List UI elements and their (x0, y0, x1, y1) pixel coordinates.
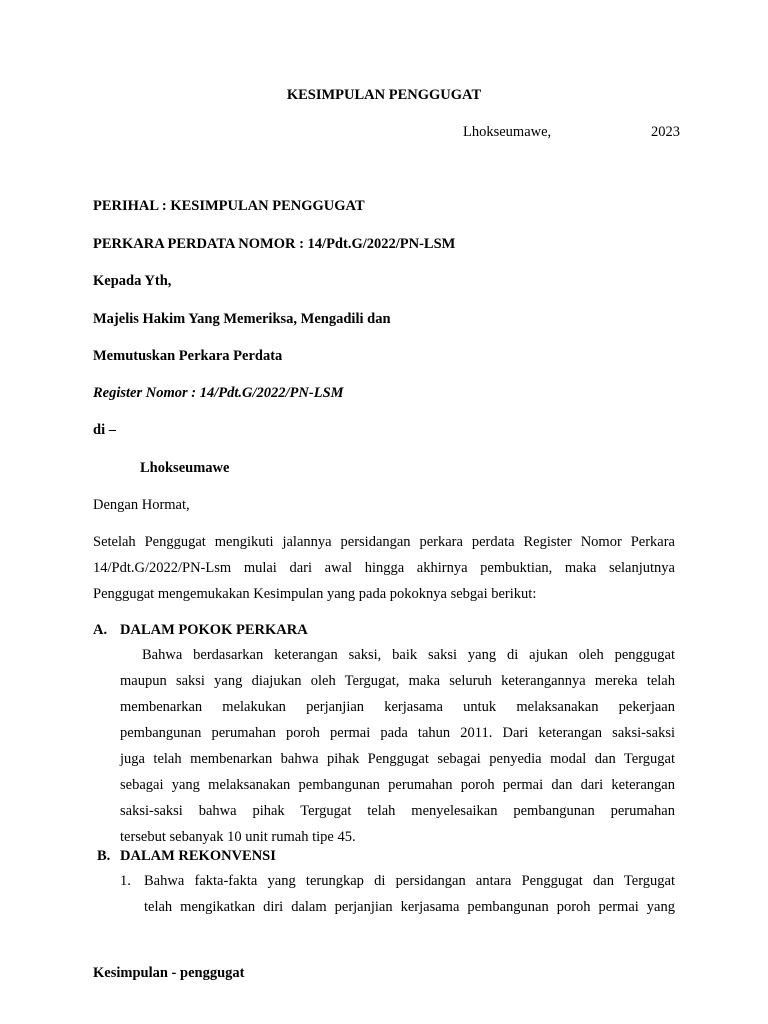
section-a-line: tersebut sebanyak 10 unit rumah tipe 45. (120, 829, 356, 845)
register-line: Register Nomor : 14/Pdt.G/2022/PN-LSM (93, 385, 344, 401)
section-a-heading: DALAM POKOK PERKARA (120, 622, 308, 638)
section-a-line: juga telah membenarkan bahwa pihak Penggugat sebagai penyedia modal dan Tergugat (120, 751, 675, 767)
section-a-line: pembangunan perumahan poroh permai pada tahun 2011. Dari keterangan saksi-saksi (120, 725, 675, 741)
perkara-line: PERKARA PERDATA NOMOR : 14/Pdt.G/2022/PN-LSM (93, 236, 456, 252)
section-a-paragraph (120, 642, 675, 850)
item-number: 1. (120, 873, 131, 889)
section-a-line: membenarkan melakukan perjanjian kerjasama untuk melaksanakan pekerjaan (120, 699, 675, 715)
lokasi-line: Lhokseumawe (140, 460, 230, 476)
kepada-line: Kepada Yth, (93, 273, 172, 289)
section-b-line: telah mengikatkan diri dalam perjanjian kerjasama pembangunan poroh permai yang (144, 899, 675, 915)
intro-line: 14/Pdt.G/2022/PN-Lsm mulai dari awal hingga akhirnya pembuktian, maka selanjutnya (93, 560, 675, 576)
perihal-line: PERIHAL : KESIMPULAN PENGGUGAT (93, 198, 365, 214)
section-b-letter: B. (97, 848, 111, 864)
salutation: Dengan Hormat, (93, 497, 190, 513)
section-a-line: sebagai yang melaksanakan pembangunan perumahan poroh permai dan dari keterangan (120, 777, 675, 793)
intro-line: Penggugat mengemukakan Kesimpulan yang pada pokoknya sebgai berikut: (93, 586, 537, 602)
section-a-line: maupun saksi yang diajukan oleh Tergugat, maka seluruh keterangannya mereka telah (120, 673, 675, 689)
di-line: di – (93, 422, 116, 438)
majelis-line-2: Memutuskan Perkara Perdata (93, 348, 283, 364)
section-b-item (144, 868, 675, 920)
section-b-line: Bahwa fakta-fakta yang terungkap di persidangan antara Penggugat dan Tergugat (144, 873, 675, 889)
place-label: Lhokseumawe, (463, 124, 552, 140)
majelis-line-1: Majelis Hakim Yang Memeriksa, Mengadili dan (93, 311, 391, 327)
section-a-line: saksi-saksi bahwa pihak Tergugat telah menyelesaikan pembangunan perumahan (120, 803, 675, 819)
page-footer: Kesimpulan - penggugat (93, 965, 245, 981)
section-a-line: Bahwa berdasarkan keterangan saksi, baik saksi yang di ajukan oleh penggugat (142, 647, 675, 663)
intro-paragraph (93, 529, 675, 607)
intro-line: Setelah Penggugat mengikuti jalannya persidangan perkara perdata Register Nomor Perkara (93, 534, 675, 550)
section-a-letter: A. (93, 622, 108, 638)
year-label: 2023 (651, 124, 680, 140)
section-b-heading: DALAM REKONVENSI (120, 848, 276, 864)
document-title: KESIMPULAN PENGGUGAT (286, 87, 482, 103)
